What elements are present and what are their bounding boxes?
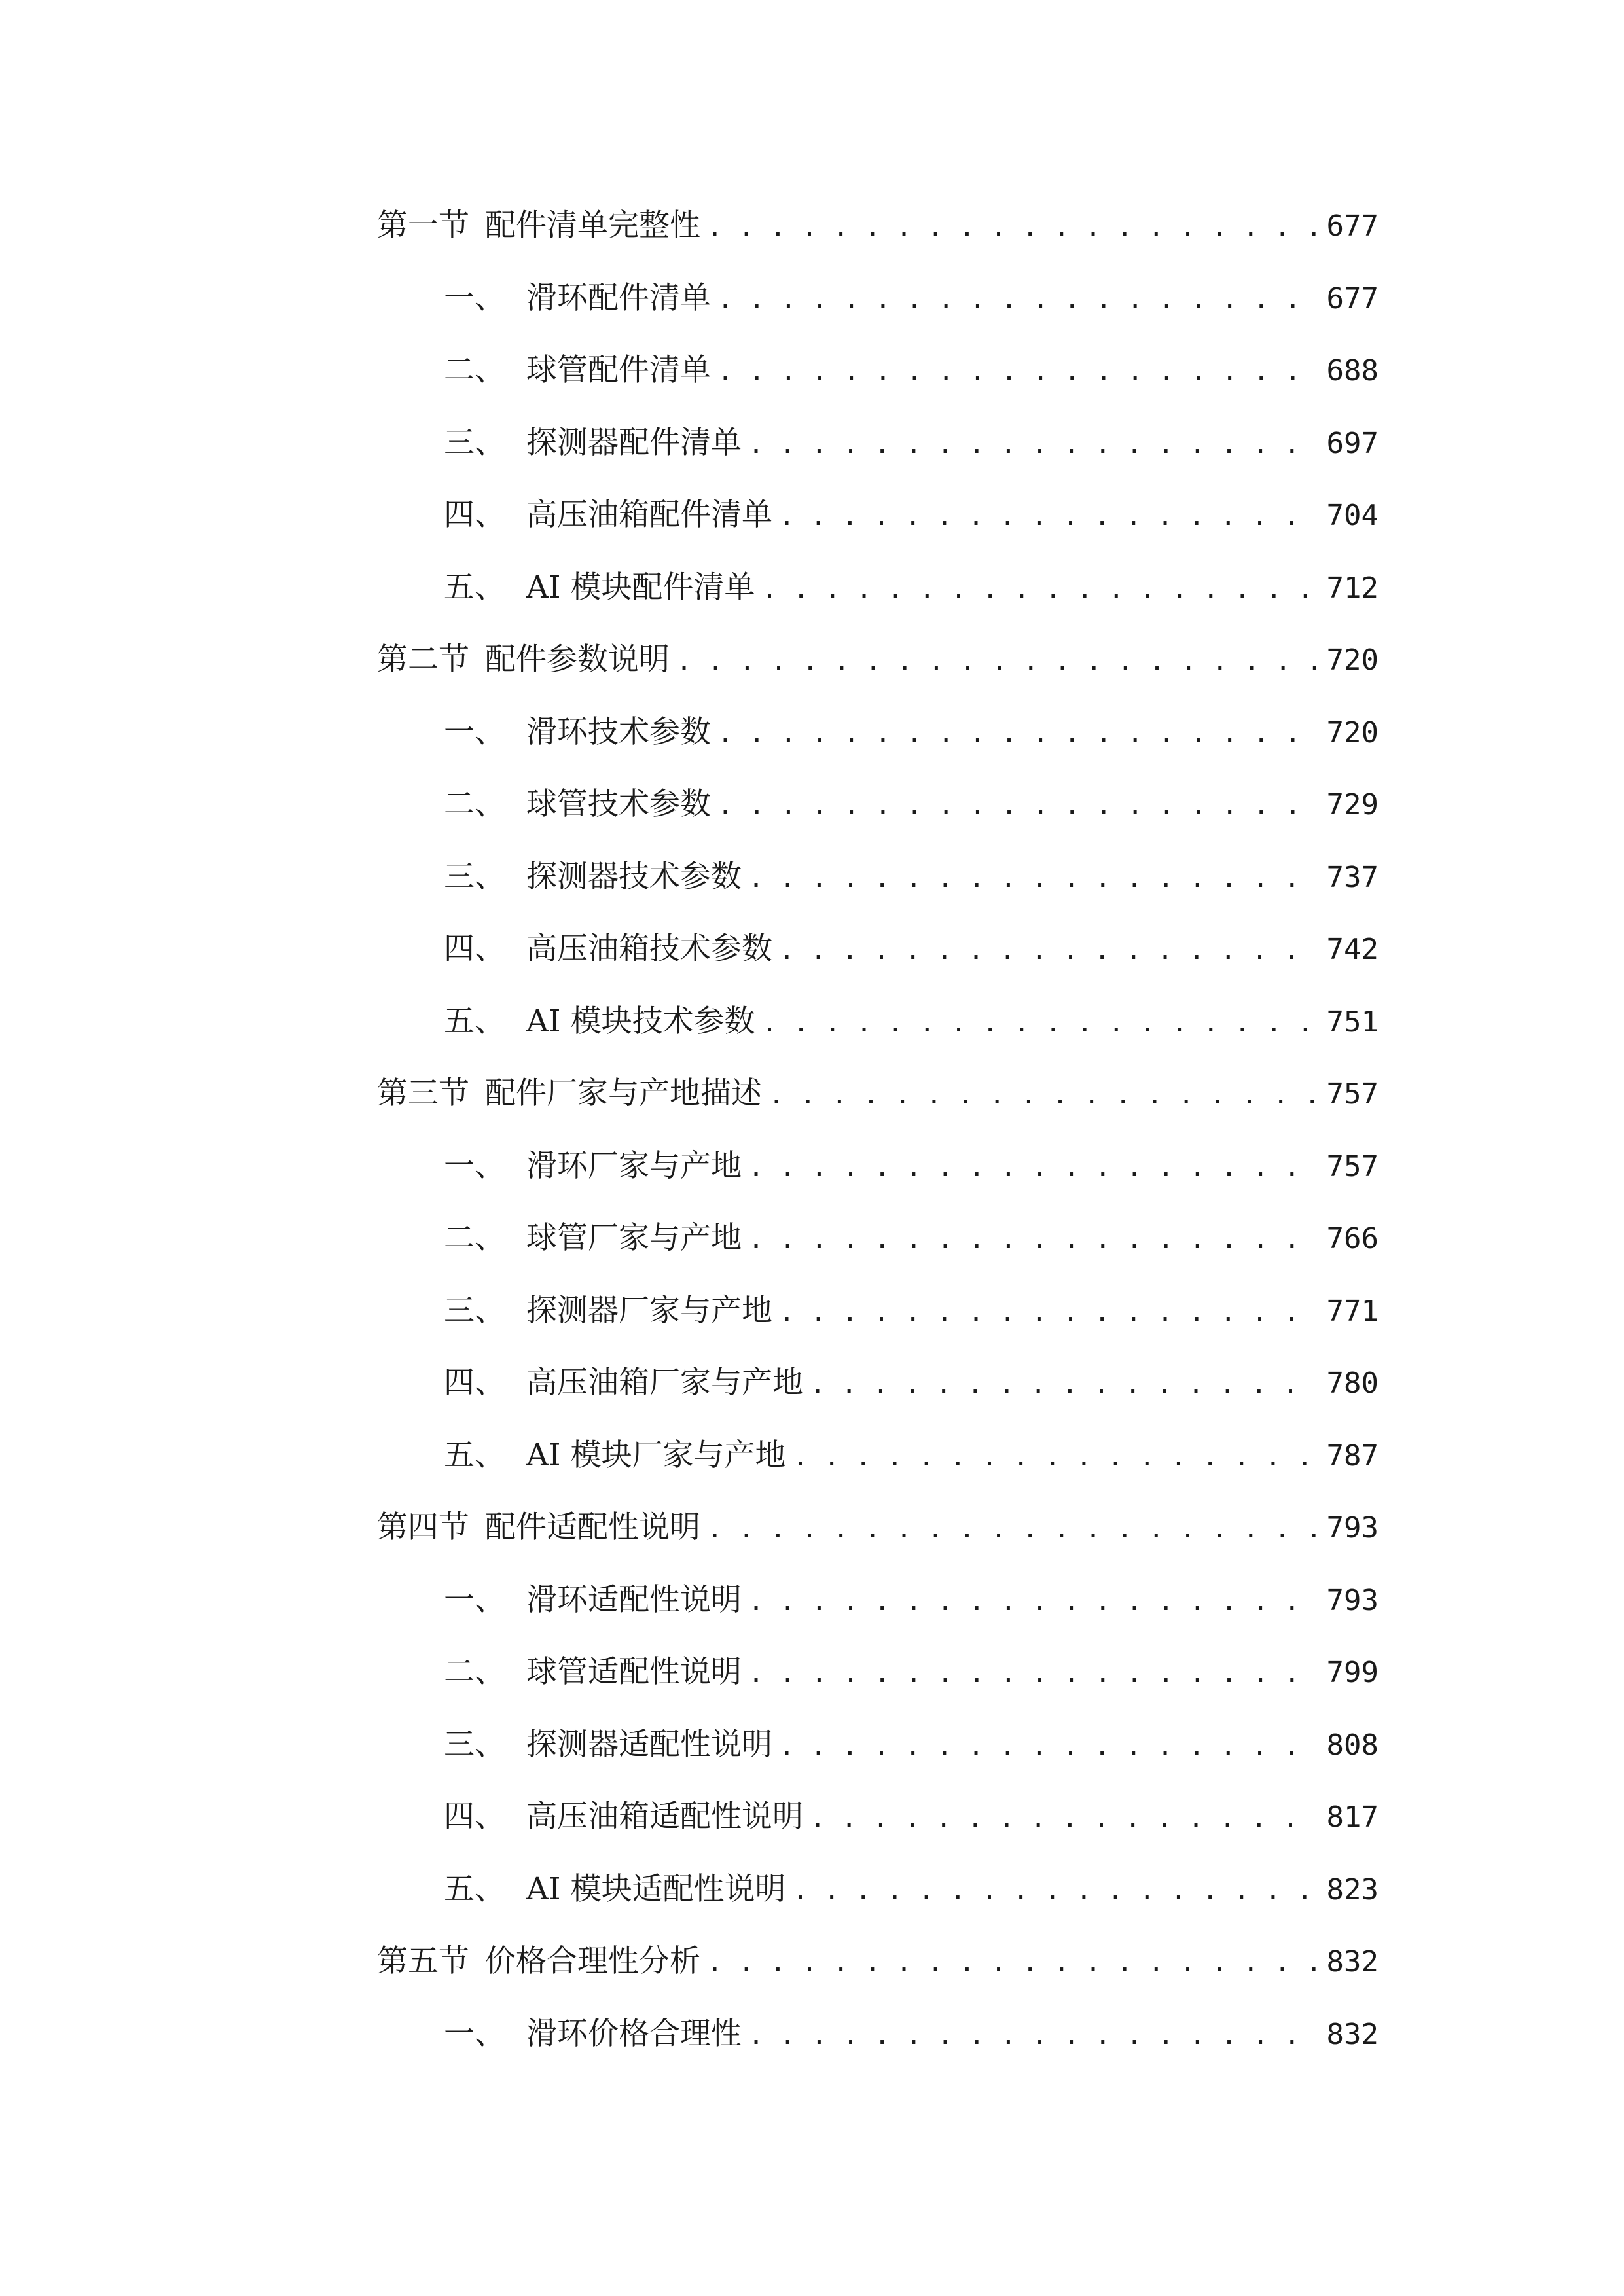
toc-entry-title: 滑环适配性说明	[526, 1581, 742, 1618]
dot-leader	[748, 2000, 1317, 2072]
toc-entry-number: 第五节	[377, 1943, 469, 1979]
toc-page-number: 771	[1326, 1294, 1379, 1328]
toc-item-entry[interactable]	[377, 262, 1379, 335]
toc-item-entry[interactable]	[377, 841, 1379, 914]
toc-item-entry[interactable]	[377, 1709, 1379, 1782]
toc-entry-title: 探测器技术参数	[526, 858, 742, 895]
toc-page-number: 799	[1326, 1656, 1379, 1689]
toc-page-number: 742	[1326, 933, 1379, 966]
toc-page-number: 712	[1326, 571, 1379, 605]
dot-leader	[748, 1638, 1317, 1710]
toc-section-entry[interactable]	[377, 1926, 1379, 1998]
toc-item-entry[interactable]	[377, 1275, 1379, 1348]
toc-entry-number: 二、	[444, 1220, 505, 1256]
dot-leader	[792, 1855, 1317, 1928]
toc-entry-number: 第三节	[377, 1075, 469, 1111]
dot-leader	[761, 553, 1317, 626]
toc-entry-number: 五、	[444, 1871, 505, 1907]
dot-leader	[707, 191, 1317, 264]
dot-leader	[792, 1421, 1317, 1494]
toc-entry-title: 配件适配性说明	[485, 1509, 700, 1545]
toc-page-number: 787	[1326, 1439, 1379, 1473]
toc-entry-title: 高压油箱配件清单	[526, 497, 772, 533]
toc-page-number: 720	[1326, 715, 1379, 749]
toc-item-entry[interactable]	[377, 986, 1379, 1058]
dot-leader	[779, 1710, 1317, 1783]
toc-entry-title: AI 模块厂家与产地	[526, 1437, 786, 1473]
toc-item-entry[interactable]	[377, 1998, 1379, 2071]
toc-entry-title: 配件清单完整性	[485, 207, 700, 243]
toc-entry-number: 二、	[444, 786, 505, 822]
toc-entry-number: 五、	[444, 1437, 505, 1473]
toc-page-number: 720	[1326, 643, 1379, 677]
toc-entry-number: 一、	[444, 2015, 505, 2052]
toc-section-entry[interactable]	[377, 190, 1379, 262]
toc-entry-number: 第二节	[377, 641, 469, 677]
toc-entry-number: 三、	[444, 1726, 505, 1763]
toc-entry-number: 四、	[444, 1365, 505, 1401]
dot-leader	[779, 914, 1317, 987]
toc-entry-number: 四、	[444, 1799, 505, 1835]
toc-page-number: 737	[1326, 860, 1379, 894]
toc-page-number: 697	[1326, 426, 1379, 460]
toc-page-number: 677	[1326, 281, 1379, 315]
toc-entry-number: 一、	[444, 279, 505, 316]
toc-entry-title: AI 模块技术参数	[526, 1003, 755, 1039]
toc-page-number: 704	[1326, 499, 1379, 532]
toc-entry-number: 二、	[444, 1654, 505, 1690]
table-of-contents	[377, 190, 1379, 2070]
dot-leader	[748, 1204, 1317, 1276]
toc-entry-title: 滑环价格合理性	[526, 2015, 742, 2052]
toc-entry-title: 滑环配件清单	[526, 279, 711, 316]
toc-entry-title: 滑环技术参数	[526, 713, 711, 750]
toc-section-entry[interactable]	[377, 624, 1379, 696]
toc-entry-number: 三、	[444, 424, 505, 461]
toc-item-entry[interactable]	[377, 1564, 1379, 1637]
toc-entry-number: 一、	[444, 1147, 505, 1184]
toc-item-entry[interactable]	[377, 334, 1379, 407]
dot-leader	[717, 698, 1317, 770]
toc-entry-title: 高压油箱适配性说明	[526, 1799, 803, 1835]
toc-item-entry[interactable]	[377, 1130, 1379, 1203]
toc-entry-title: 探测器厂家与产地	[526, 1292, 772, 1329]
toc-entry-title: 价格合理性分析	[485, 1943, 700, 1979]
toc-item-entry[interactable]	[377, 913, 1379, 986]
toc-page-number: 766	[1326, 1222, 1379, 1255]
dot-leader	[779, 1276, 1317, 1349]
toc-page-number: 677	[1326, 209, 1379, 243]
toc-entry-number: 第一节	[377, 207, 469, 243]
toc-entry-number: 四、	[444, 497, 505, 533]
toc-item-entry[interactable]	[377, 1347, 1379, 1420]
toc-item-entry[interactable]	[377, 696, 1379, 769]
toc-page-number: 757	[1326, 1149, 1379, 1183]
toc-entry-title: 球管技术参数	[526, 786, 711, 822]
dot-leader	[748, 1132, 1317, 1204]
toc-item-entry[interactable]	[377, 1781, 1379, 1854]
toc-page-number: 751	[1326, 1005, 1379, 1039]
toc-item-entry[interactable]	[377, 479, 1379, 552]
dot-leader	[779, 480, 1317, 553]
toc-page-number: 817	[1326, 1801, 1379, 1834]
toc-entry-number: 一、	[444, 1581, 505, 1618]
toc-page-number: 793	[1326, 1511, 1379, 1545]
toc-item-entry[interactable]	[377, 552, 1379, 624]
toc-entry-number: 五、	[444, 1003, 505, 1039]
dot-leader	[707, 1493, 1317, 1566]
toc-entry-title: 球管厂家与产地	[526, 1220, 742, 1256]
toc-entry-title: 高压油箱技术参数	[526, 931, 772, 967]
toc-page-number: 832	[1326, 1945, 1379, 1979]
toc-entry-title: AI 模块适配性说明	[526, 1871, 786, 1907]
toc-entry-title: AI 模块配件清单	[526, 569, 755, 605]
toc-entry-title: 球管适配性说明	[526, 1654, 742, 1690]
toc-section-entry[interactable]	[377, 1492, 1379, 1564]
toc-item-entry[interactable]	[377, 1420, 1379, 1492]
toc-entry-title: 探测器适配性说明	[526, 1726, 772, 1763]
toc-page-number: 688	[1326, 354, 1379, 387]
toc-entry-number: 四、	[444, 931, 505, 967]
dot-leader	[717, 770, 1317, 842]
toc-item-entry[interactable]	[377, 1636, 1379, 1709]
toc-section-entry[interactable]	[377, 1058, 1379, 1130]
toc-entry-title: 配件参数说明	[485, 641, 670, 677]
toc-page-number: 832	[1326, 2017, 1379, 2051]
dot-leader	[748, 842, 1317, 915]
toc-entry-title: 配件厂家与产地描述	[485, 1075, 762, 1111]
toc-page-number: 757	[1326, 1077, 1379, 1111]
dot-leader	[717, 264, 1317, 336]
toc-entry-number: 第四节	[377, 1509, 469, 1545]
dot-leader	[810, 1782, 1317, 1855]
toc-entry-number: 三、	[444, 1292, 505, 1329]
dot-leader	[810, 1348, 1317, 1421]
dot-leader	[717, 336, 1317, 408]
toc-item-entry[interactable]	[377, 407, 1379, 480]
dot-leader	[761, 987, 1317, 1060]
toc-item-entry[interactable]	[377, 768, 1379, 841]
toc-entry-title: 球管配件清单	[526, 352, 711, 388]
toc-entry-number: 五、	[444, 569, 505, 605]
toc-entry-title: 滑环厂家与产地	[526, 1147, 742, 1184]
dot-leader	[768, 1059, 1317, 1132]
toc-page-number: 793	[1326, 1583, 1379, 1617]
dot-leader	[707, 1927, 1317, 2000]
dot-leader	[748, 1566, 1317, 1638]
toc-entry-title: 高压油箱厂家与产地	[526, 1365, 803, 1401]
dot-leader	[676, 625, 1317, 698]
dot-leader	[748, 408, 1317, 481]
toc-entry-number: 一、	[444, 713, 505, 750]
toc-page-number: 823	[1326, 1873, 1379, 1907]
toc-entry-title: 探测器配件清单	[526, 424, 742, 461]
toc-item-entry[interactable]	[377, 1854, 1379, 1926]
toc-page-number: 729	[1326, 788, 1379, 821]
toc-page-number: 780	[1326, 1367, 1379, 1400]
toc-entry-number: 三、	[444, 858, 505, 895]
toc-item-entry[interactable]	[377, 1202, 1379, 1275]
toc-entry-number: 二、	[444, 352, 505, 388]
toc-page-number: 808	[1326, 1728, 1379, 1762]
